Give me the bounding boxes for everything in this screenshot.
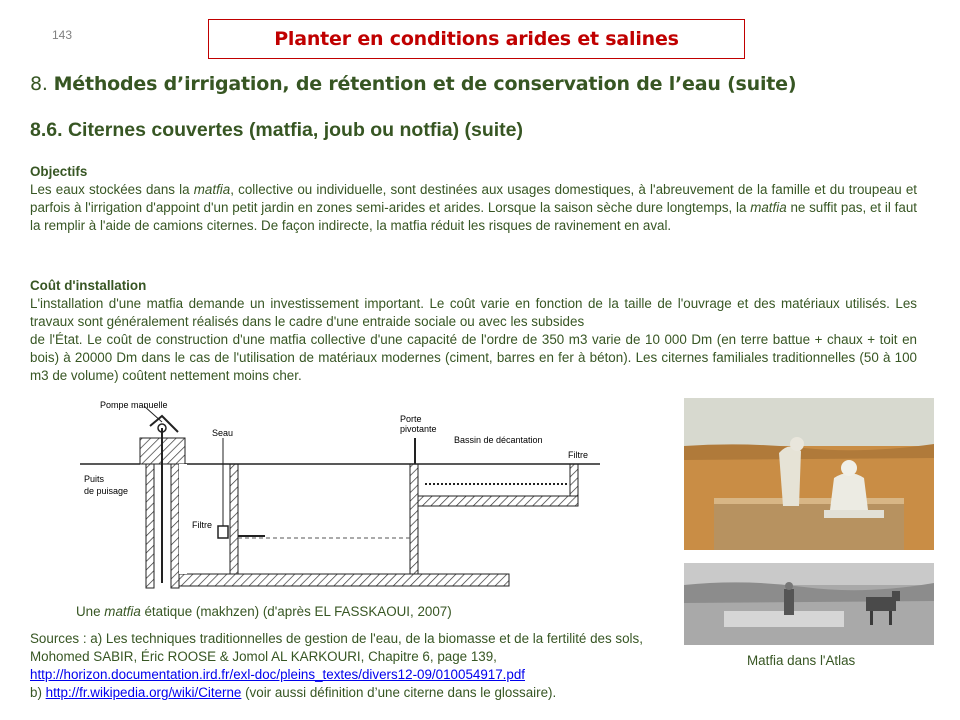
diagram-caption-text: étatique (makhzen) (d'après EL FASSKAOUI, 2007) xyxy=(140,604,452,619)
label-porte-2: pivotante xyxy=(400,424,437,434)
objectives-text-part: Les eaux stockées dans la xyxy=(30,182,194,197)
label-pompe: Pompe manuelle xyxy=(100,400,168,410)
well-wall-right xyxy=(171,464,179,588)
objectives-label: Objectifs xyxy=(30,164,88,179)
section-title: Méthodes d’irrigation, de rétention et de conservation de l’eau (suite) xyxy=(53,73,797,95)
source-a-link[interactable]: http://horizon.documentation.ird.fr/exl-doc/pleins_textes/divers12-09/010054917.pdf xyxy=(30,667,526,682)
photo-caption: Matfia dans l'Atlas xyxy=(747,653,856,668)
objectives-emphasis: matfia xyxy=(750,200,787,215)
objectives-text-part: ne suffit pas, et il faut la remplir à l'aide de camions citernes. De façon indirecte, la matfia réduit les risques de ravinement en aval. xyxy=(30,200,917,233)
cost-text-1: L'installation d'une matfia demande un investissement important. Le coût varie en fonction de la taille de l'ouvrage et des matériaux utilisés. Les travaux sont généralement réalisés dans le cadre d'une entraide sociale ou avec les subsides xyxy=(30,296,917,329)
matfia-photo-color xyxy=(684,398,934,550)
label-puits-2: de puisage xyxy=(84,486,129,496)
diagram-caption xyxy=(76,604,452,619)
section-heading xyxy=(30,73,796,95)
cost-block xyxy=(30,277,917,385)
source-b-prefix: b) xyxy=(30,685,46,700)
label-puits-1: Puits xyxy=(84,474,105,484)
source-b-text: (voir aussi définition d’une citerne dans le glossaire). xyxy=(241,685,557,700)
slide-title-box xyxy=(208,19,745,59)
basin-wall xyxy=(570,464,578,496)
section-number: 8. xyxy=(30,73,54,95)
basin-floor xyxy=(418,496,578,506)
bucket-icon xyxy=(218,526,228,538)
label-seau: Seau xyxy=(212,428,234,438)
objectives-block xyxy=(30,163,917,235)
label-filtre-bottom: Filtre xyxy=(192,520,212,530)
source-a-text: Sources : a) Les techniques traditionnelles de gestion de l'eau, de la biomasse et de la fertilité des sols, Mohomed SABIR, Éric ROOSE & Jomol AL KARKOURI, Chapitre 6, page 139, xyxy=(30,631,643,664)
well-wall-left xyxy=(146,464,154,588)
objectives-text-part: , collective ou individuelle, sont destinées aux usages domestiques, à l'abreuvement de la famille et du troupeau et parfois à l'irrigation d'appoint d'un petit jardin en zones semi-arides et arides. Lorsque la saison sèche dure longtemps, la xyxy=(30,182,918,215)
label-bassin: Bassin de décantation xyxy=(454,435,543,445)
cistern-wall xyxy=(230,464,238,574)
slide-title: Planter en conditions arides et salines xyxy=(274,28,679,50)
subsection-title: 8.6. Citernes couvertes xyxy=(30,119,249,141)
subsection-synonyms: (matfia, joub ou notfia) (suite) xyxy=(248,119,523,141)
source-b-link[interactable]: http://fr.wikipedia.org/wiki/Citerne xyxy=(45,685,242,700)
matfia-cross-section-diagram xyxy=(80,398,600,598)
page-number: 143 xyxy=(52,28,73,42)
diagram-caption-text: Une xyxy=(76,604,105,619)
label-porte-1: Porte xyxy=(400,414,422,424)
label-filtre-top: Filtre xyxy=(568,450,588,460)
cistern-wall-right xyxy=(410,464,418,574)
objectives-emphasis: matfia xyxy=(193,182,231,197)
cost-text-2: de l'État. Le coût de construction d'une matfia collective d'une capacité de l'ordre de 350 m3 varie de 10 000 Dm (en terre battue + chaux + toit en bois) à 20000 Dm dans le cas de l'utilisation de matériaux modernes (ciment, barres en fer à béton). Les citernes familiales traditionnelles (50 à 100 m3 de volume) coûtent nettement moins cher. xyxy=(30,332,917,383)
diagram-caption-emphasis: matfia xyxy=(104,604,141,619)
sources-block xyxy=(30,630,670,702)
cistern-floor xyxy=(179,574,509,586)
cost-label: Coût d'installation xyxy=(30,278,147,293)
matfia-photo-bw xyxy=(684,563,934,645)
subsection-heading xyxy=(30,119,523,142)
objectives-text xyxy=(30,181,917,235)
